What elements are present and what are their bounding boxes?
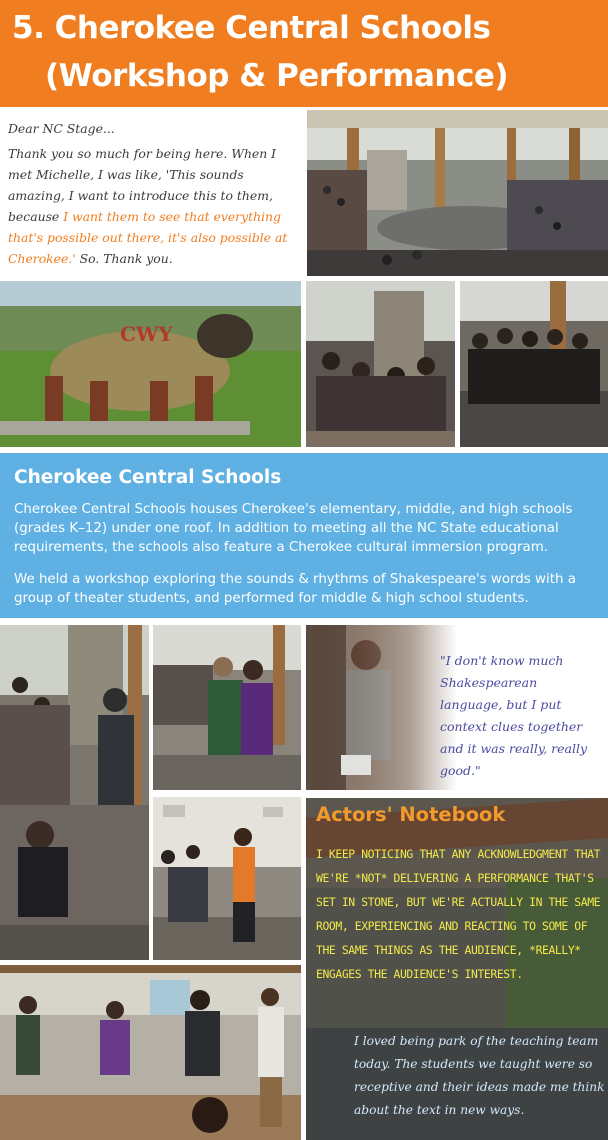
letter-greeting: Dear NC Stage...	[8, 121, 115, 136]
letter-body	[8, 143, 300, 269]
info-title: Cherokee Central Schools	[14, 467, 282, 488]
page-title-line-1: 5. Cherokee Central Schools	[12, 10, 491, 46]
workshop-photo-hug	[153, 625, 301, 790]
letter-highlight: I want them to see that everything that's possible out there, it's also possible at Cherokee.'	[8, 209, 288, 266]
page-title-line-2: (Workshop & Performance)	[45, 58, 509, 94]
student-quote: "I don't know much Shakespearean language, but I put context clues together and it was really, really good."	[440, 653, 588, 778]
letter-text-before: Thank you so much for being here. When I met Michelle, I was like, 'This sounds amazing, I want to introduce this to them, because	[8, 146, 277, 224]
svg-text:CWY: CWY	[120, 322, 173, 346]
thank-you-letter	[8, 118, 300, 269]
rehearsal-room-photo	[0, 965, 301, 1140]
amphitheater-photo	[307, 110, 608, 276]
notebook-reflection: I loved being park of the teaching team today. The students we taught were so receptive and their ideas made me think about the text in new ways.	[354, 1034, 605, 1117]
bear-statue-photo	[0, 281, 301, 447]
theater-group-photo	[460, 281, 608, 447]
dance-workshop-photo	[153, 797, 301, 960]
students-seated-photo	[306, 281, 455, 447]
letter-text-after: So. Thank you.	[75, 251, 173, 266]
info-paragraph-2: We held a workshop exploring the sounds & rhythms of Shakespeare's words with a group of theater students, and performed for middle & high school students.	[14, 572, 576, 606]
notebook-title: Actors' Notebook	[316, 803, 506, 826]
notebook-actor-note: I KEEP NOTICING THAT ANY ACKNOWLEDGMENT THAT WE'RE *NOT* DELIVERING A PERFORMANCE THAT'S SET IN STONE, BUT WE'RE ACTUALLY IN THE SAME ROOM, EXPERIENCING AND REACTING TO SOME OF THE SAME THINGS AS THE AUDIENCE, *REALLY* ENGAGES THE AUDIENCE'S INTEREST.	[316, 847, 601, 981]
info-paragraph-1: Cherokee Central Schools houses Cherokee's elementary, middle, and high schools (grades K–12) under one roof. In addition to meeting all the NC State educational requirements, the schools also feature a Cherokee cultural immersion program.	[14, 502, 573, 555]
workshop-photo-stairs	[0, 625, 149, 960]
